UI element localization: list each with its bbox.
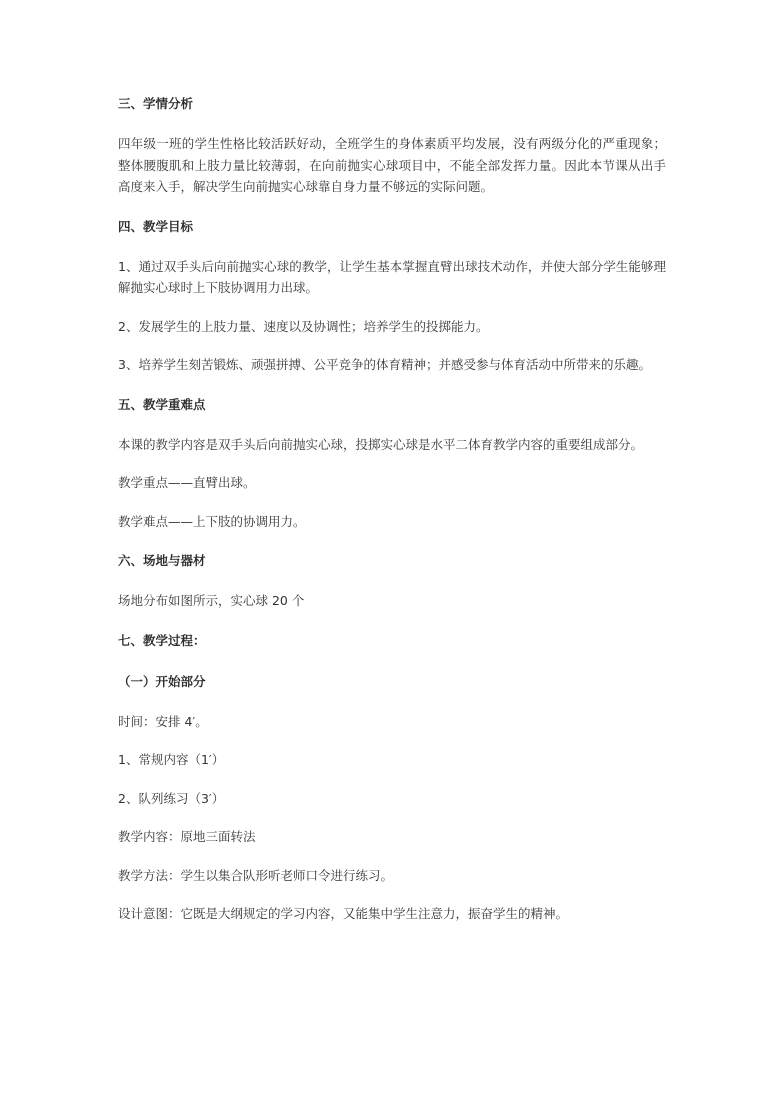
paragraph-goal-1: 1、通过双手头后向前抛实心球的教学，让学生基本掌握直臂出球技术动作，并使大部分学生能够理解抛实心球时上下肢协调用力出球。 [118,258,666,295]
paragraph-intent: 设计意图：它既是大纲规定的学习内容，又能集中学生注意力，振奋学生的精神。 [118,906,569,921]
paragraph-difficulty: 教学难点——上下肢的协调用力。 [118,513,306,529]
paragraph-method: 教学方法：学生以集合队形听老师口令进行练习。 [118,867,394,883]
section-heading-teaching-process: 七、教学过程： [118,632,206,648]
document-body [118,92,666,925]
paragraph-key-point: 教学重点——直臂出球。 [118,475,256,490]
paragraph-key-content: 本课的教学内容是双手头后向前抛实心球，投掷实心球是水平二体育教学内容的重要组成部分。 [118,436,644,452]
paragraph-formation: 2、队列练习（3′） [118,790,225,806]
section-heading-teaching-goals: 四、教学目标 [118,218,194,234]
paragraph-time: 时间：安排 4′。 [118,713,208,729]
subsection-heading-opening: （一）开始部分 [118,673,206,689]
paragraph-student-analysis: 四年级一班的学生性格比较活跃好动，全班学生的身体素质平均发展，没有两级分化的严重现象；整体腰腹肌和上肢力量比较薄弱，在向前抛实心球项目中，不能全部发挥力量。因此本节课从出手高度来入手，解决学生向前抛实心球靠自身力量不够远的实际问题。 [118,136,666,194]
section-heading-key-points: 五、教学重难点 [118,396,206,412]
section-heading-venue-equipment: 六、场地与器材 [118,553,206,568]
paragraph-venue: 场地分布如图所示，实心球 20 个 [118,593,305,608]
paragraph-routine: 1、常规内容（1′） [118,752,225,767]
paragraph-content: 教学内容：原地三面转法 [118,829,256,844]
paragraph-goal-3: 3、培养学生刻苦锻炼、顽强拼搏、公平竞争的体育精神；并感受参与体育活动中所带来的乐趣。 [118,357,651,372]
section-heading-student-analysis: 三、学情分析 [118,96,194,111]
paragraph-goal-2: 2、发展学生的上肢力量、速度以及协调性；培养学生的投掷能力。 [118,318,489,334]
